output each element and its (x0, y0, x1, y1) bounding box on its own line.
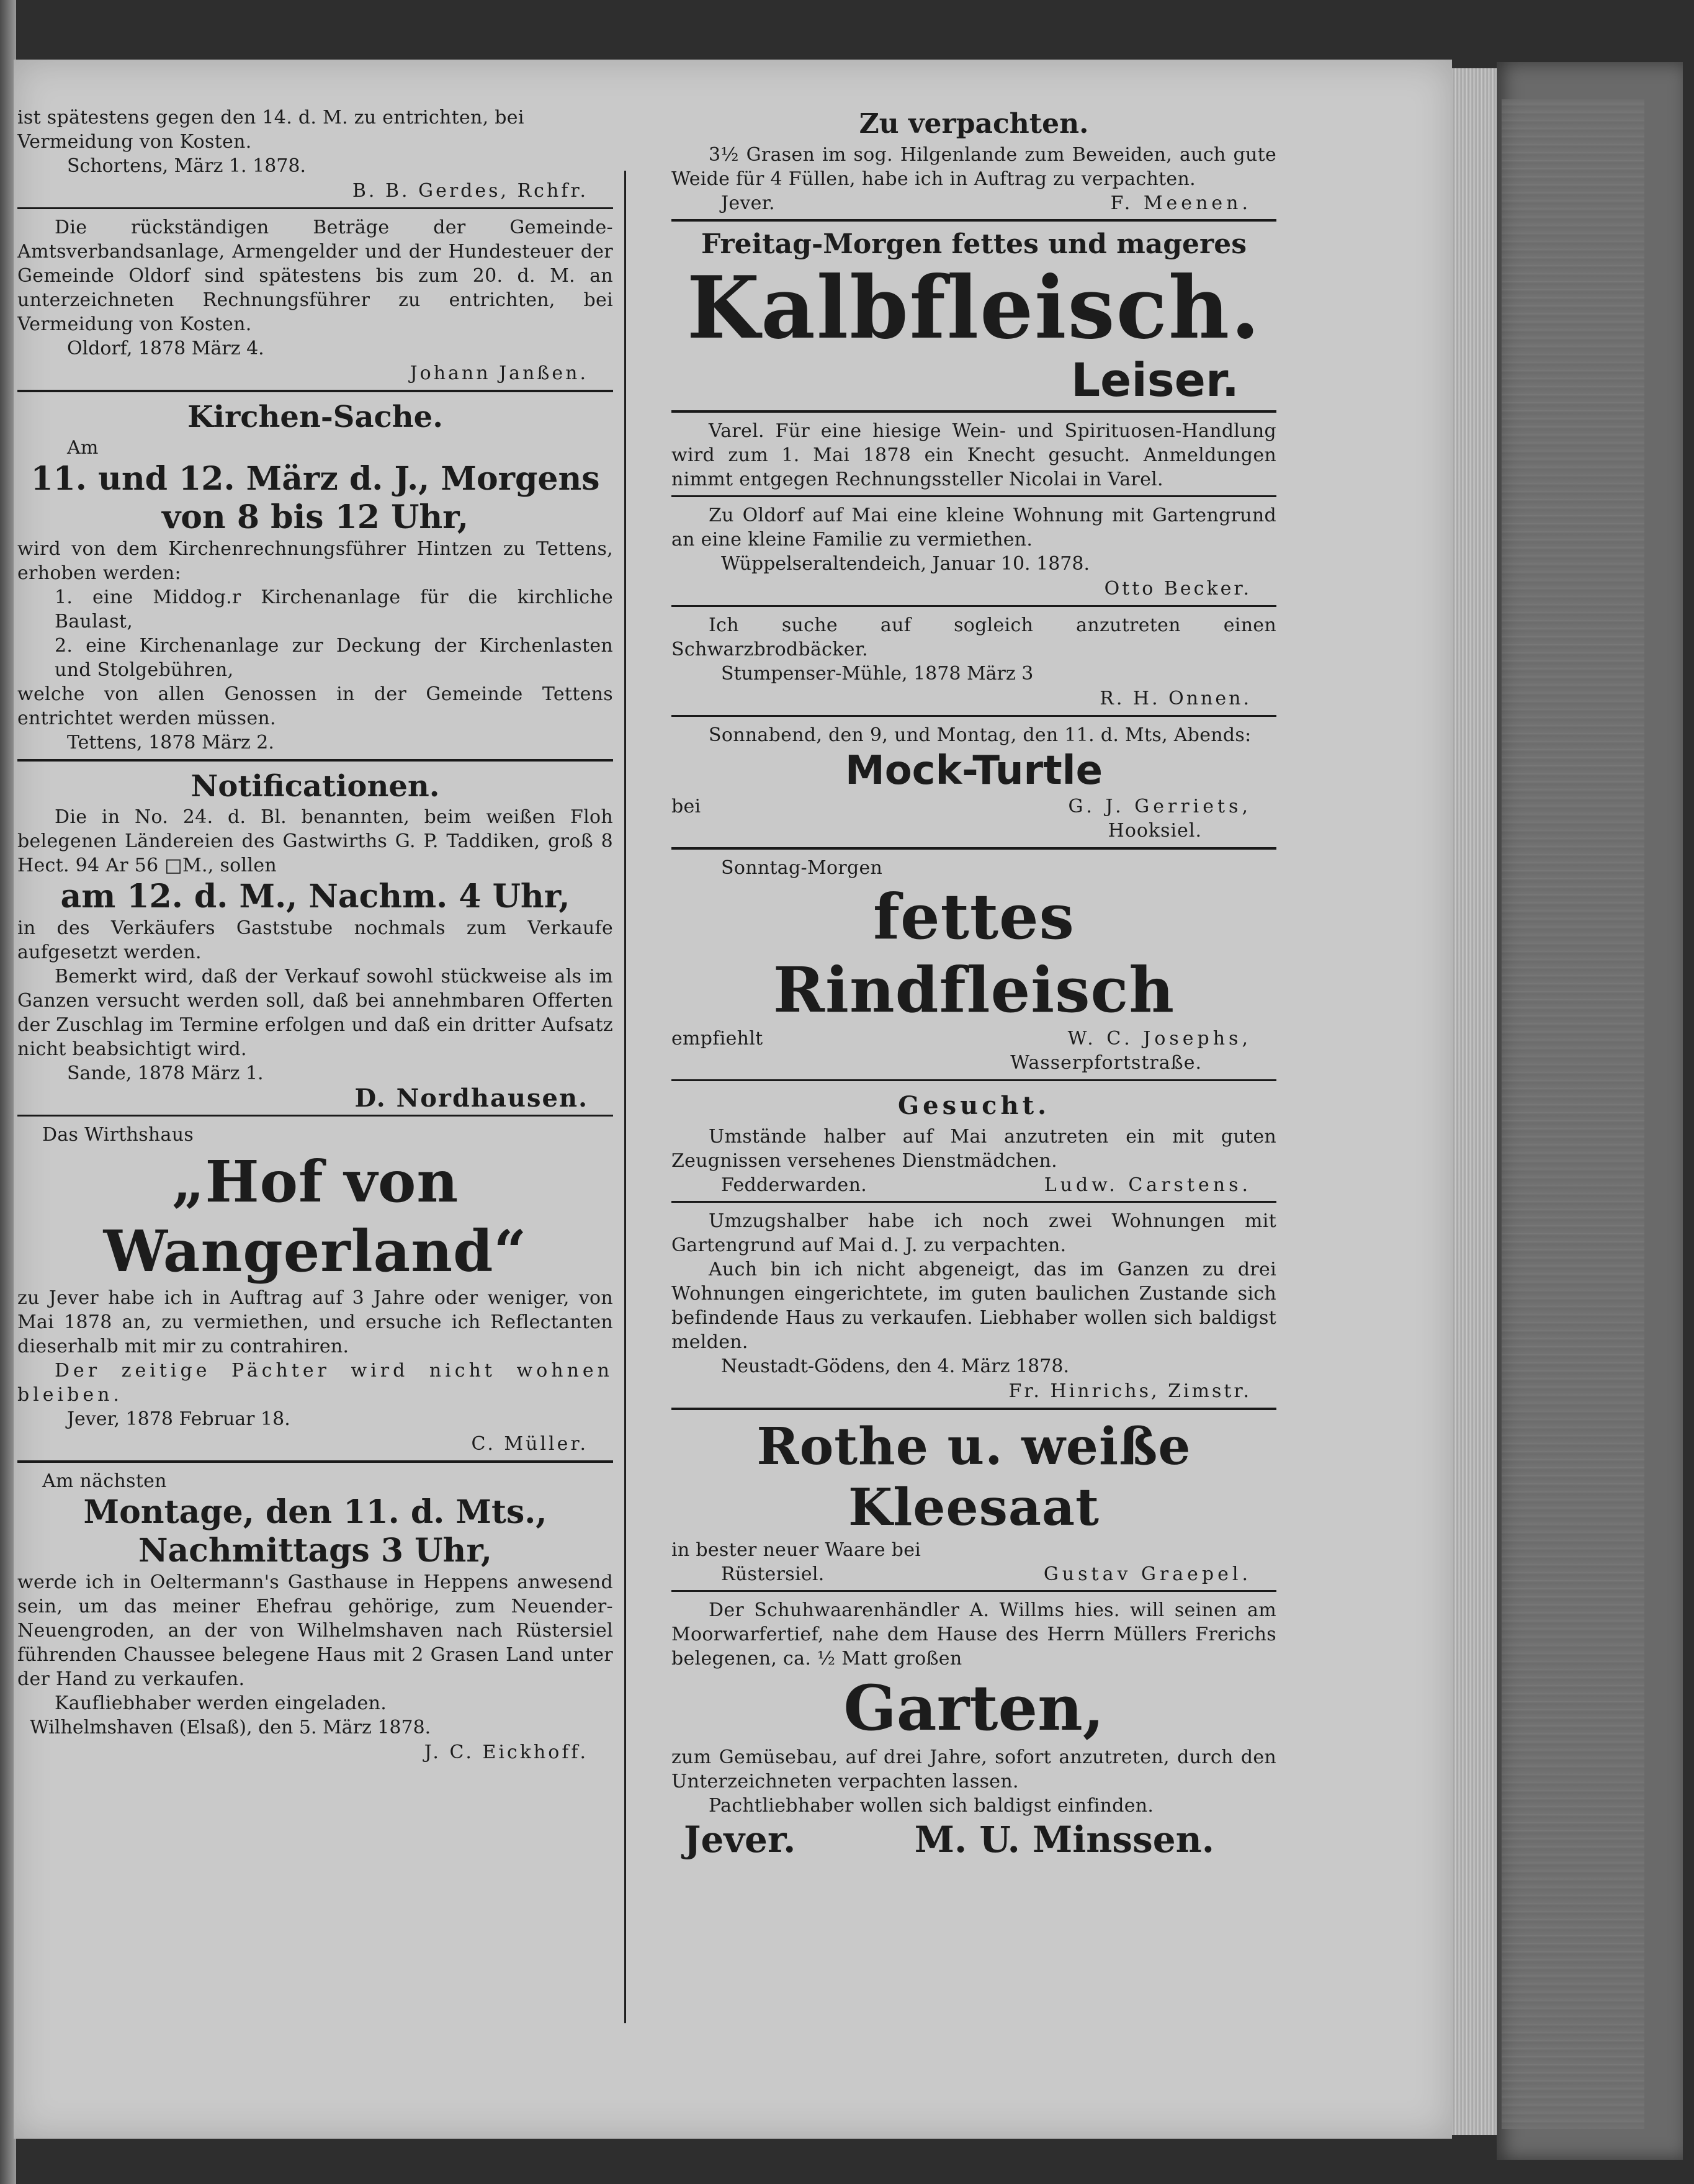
ad-text: zum Gemüsebau, auf drei Jahre, sofort anzutreten, durch den Unterzeichneten verpachten lassen. (671, 1746, 1276, 1792)
ad-kalbfleisch (671, 228, 1276, 407)
divider (671, 715, 1276, 717)
ad-heading: Notificationen. (190, 769, 440, 804)
ad-text: Pachtliebhaber wollen sich baldigst einfinden. (709, 1795, 1154, 1817)
ad-gesucht (671, 1087, 1276, 1197)
signature: R. H. Onnen. (1100, 688, 1252, 709)
ad-text: Der zeitige Pächter wird nicht wohnen bleiben. (17, 1360, 613, 1406)
ad-schwarzbrod (671, 613, 1276, 711)
ad-heading: Kirchen-Sache. (187, 400, 443, 434)
signature: W. C. Josephs, (1067, 1028, 1252, 1049)
place-date: Jever, 1878 Februar 18. (67, 1408, 290, 1430)
text-line: Sonntag-Morgen (721, 857, 883, 879)
signature: D. Nordhausen. (354, 1084, 588, 1113)
book-cover-texture (1502, 99, 1644, 2129)
ad-title: Kalbfleisch. (686, 257, 1262, 358)
date-headline: Nachmittags 3 Uhr, (138, 1532, 493, 1570)
ad-title: Garten, (843, 1671, 1105, 1745)
ad-notificationen (17, 768, 613, 1111)
ad-text: welche von allen Genossen in der Gemeinde Tettens entrichtet werden müssen. (17, 683, 613, 729)
divider (17, 759, 613, 762)
signature: Fr. Hinrichs, Zimstr. (1008, 1380, 1252, 1402)
list-item: 2. eine Kirchenanlage zur Deckung der Kirchenlasten und Stolgebühren, (55, 635, 613, 681)
signature: G. J. Gerriets, (1068, 796, 1252, 817)
date-headline: von 8 bis 12 Uhr, (162, 498, 468, 536)
text-line: Vermeidung von Kosten. (17, 131, 252, 153)
list-item: 1. eine Middog.r Kirchenanlage für die kirchliche Baulast, (55, 586, 613, 632)
ad-montage (17, 1469, 613, 1765)
ad-text: 3½ Grasen im sog. Hilgenlande zum Beweiden, auch gute Weide für 4 Füllen, habe ich in Auftrag zu verpachten. (671, 144, 1276, 190)
divider (671, 495, 1276, 497)
ad-text: Die in No. 24. d. Bl. benannten, beim weißen Floh belegenen Ländereien des Gastwirths G. P. Taddiken, groß 8 Hect. 94 Ar 56 □M., sollen (17, 806, 613, 876)
ad-text: Bemerkt wird, daß der Verkauf sowohl stückweise als im Ganzen versucht werden soll, daß bei annehmbaren Offerten der Zuschlag im Termine erfolgen und daß ein dritter Aufsatz nicht beabsichtigt wird. (17, 966, 613, 1060)
signature: C. Müller. (471, 1433, 588, 1455)
ad-oldorf (17, 215, 613, 386)
text-line: Am nächsten (42, 1470, 167, 1492)
divider (671, 1408, 1276, 1410)
signature: F. Meenen. (1110, 192, 1252, 214)
signature: M. U. Minssen. (914, 1818, 1214, 1861)
ad-garten (671, 1598, 1276, 1861)
signature-row (671, 1027, 1276, 1051)
ad-hof-von-wangerland (17, 1123, 613, 1457)
ad-title: fettes Rindfleisch (773, 880, 1175, 1027)
ad-text: Auch bin ich nicht abgeneigt, das im Ganzen zu drei Wohnungen eingerichtete, im guten baulichen Zustande sich befindende Haus zu verkaufen. Liebhaber wollen sich baldigst melden. (671, 1259, 1276, 1353)
date-headline: 11. und 12. März d. J., Morgens (30, 460, 600, 498)
ad-title: „Hof von Wangerland“ (103, 1148, 527, 1285)
ad-title: Mock-Turtle (845, 748, 1103, 794)
signature: J. C. Eickhoff. (424, 1741, 588, 1763)
divider (17, 1460, 613, 1463)
ad-text: Zu Oldorf auf Mai eine kleine Wohnung mit Gartengrund an eine kleine Familie zu vermiethen. (671, 505, 1276, 550)
column-divider (624, 171, 626, 2023)
divider (671, 1201, 1276, 1203)
divider (17, 1115, 613, 1117)
divider (671, 219, 1276, 222)
ad-rindfleisch (671, 856, 1276, 1076)
text-line: ist spätestens gegen den 14. d. M. zu entrichten, bei (17, 107, 524, 128)
signature-row (671, 1562, 1276, 1586)
signature-row (671, 1818, 1276, 1861)
place-date: Oldorf, 1878 März 4. (67, 338, 264, 359)
book-page-edges (1452, 68, 1497, 2135)
signature: Gustav Graepel. (1043, 1563, 1252, 1585)
place: Jever. (721, 192, 775, 214)
ad-heading: Zu verpachten. (859, 108, 1089, 140)
text-line: empfiehlt (671, 1028, 763, 1049)
place-date: Neustadt-Gödens, den 4. März 1878. (721, 1355, 1069, 1377)
street: Wasserpfortstraße. (1010, 1052, 1202, 1074)
ad-heading: Gesucht. (897, 1091, 1051, 1120)
signature-row (671, 1173, 1276, 1197)
place-date: Wilhelmshaven (Elsaß), den 5. März 1878. (30, 1717, 431, 1738)
place: Jever. (684, 1818, 796, 1861)
ad-text: Ich suche auf sogleich anzutreten einen Schwarzbrodbäcker. (671, 614, 1276, 660)
place-date: Tettens, 1878 März 2. (67, 732, 274, 753)
divider (671, 1590, 1276, 1592)
signature-row (671, 191, 1276, 215)
ad-kirchen (17, 398, 613, 755)
ad-title: Rothe u. weiße Kleesaat (756, 1417, 1191, 1537)
ad-oldorf-wohnung (671, 503, 1276, 601)
signature-row (671, 794, 1276, 819)
signature: Otto Becker. (1104, 578, 1252, 600)
ad-text: Kaufliebhaber werden eingeladen. (55, 1692, 387, 1714)
ad-kleesaat (671, 1416, 1276, 1586)
signature: Ludw. Carstens. (1044, 1174, 1252, 1196)
divider (17, 390, 613, 392)
divider (671, 605, 1276, 607)
date-headline: Montage, den 11. d. Mts., (83, 1493, 547, 1531)
place: Rüstersiel. (721, 1563, 825, 1585)
divider (671, 1079, 1276, 1081)
date-headline: am 12. d. M., Nachm. 4 Uhr, (60, 878, 570, 915)
ad-text: in des Verkäufers Gaststube nochmals zum Verkaufe aufgesetzt werden. (17, 917, 613, 963)
right-column (671, 106, 1276, 2036)
signature: Johann Janßen. (410, 362, 588, 384)
ad-text: Der Schuhwaarenhändler A. Willms hies. will seinen am Moorwarfertief, nahe dem Hause des Herrn Müllers Frerichs belegenen, ca. ½ Matt großen (671, 1599, 1276, 1669)
text-line: Das Wirthshaus (42, 1124, 194, 1146)
ad-text: wird von dem Kirchenrechnungsführer Hintzen zu Tettens, erhoben werden: (17, 538, 613, 584)
signature: Leiser. (1071, 354, 1239, 407)
ad-varel (671, 419, 1276, 492)
place: Hooksiel. (1108, 820, 1202, 842)
ad-text: in bester neuer Waare bei (671, 1539, 921, 1561)
ad-umzug (671, 1209, 1276, 1404)
place-date: Schortens, März 1. 1878. (67, 155, 307, 177)
ad-text: Sonnabend, den 9, und Montag, den 11. d. Mts, Abends: (709, 724, 1252, 746)
divider (671, 410, 1276, 413)
divider (17, 207, 613, 209)
text-line: Am (67, 437, 99, 459)
place-date: Sande, 1878 März 1. (67, 1063, 264, 1084)
ad-zu-verpachten (671, 106, 1276, 215)
ad-text: zu Jever habe ich in Auftrag auf 3 Jahre oder weniger, von Mai 1878 an, zu vermiethen, und ersuche ich Reflectanten dieserhalb mit mir zu contrahiren. (17, 1287, 613, 1357)
ad-text: Die rückständigen Beträge der Gemeinde-Amtsverbandsanlage, Armengelder und der Hundesteuer der Gemeinde Oldorf sind spätestens bis zum 20. d. M. an unterzeichneten Rechnungsführer zu entrichten, bei Vermeidung von Kosten. (17, 217, 613, 335)
text-line: bei (671, 796, 701, 817)
ad-text: Umstände halber auf Mai anzutreten ein mit guten Zeugnissen versehenes Dienstmädchen. (671, 1126, 1276, 1172)
ad-text: Varel. Für eine hiesige Wein- und Spirituosen-Handlung wird zum 1. Mai 1878 ein Knecht gesucht. Anmeldungen nimmt entgegen Rechnungssteller Nicolai in Varel. (671, 420, 1276, 490)
ad-text: werde ich in Oeltermann's Gasthause in Heppens anwesend sein, um das meiner Ehefrau gehörige, zum Neuender-Neuengroden, an der von Wilhelmshaven nach Rüstersiel führenden Chaussee belegene Haus mit 2 Grasen Land unter der Hand zu verkaufen. (17, 1571, 613, 1690)
ad-subheading: Freitag-Morgen fettes und mageres (701, 228, 1247, 260)
place-date: Wüppelseraltendeich, Januar 10. 1878. (721, 553, 1090, 575)
signature: B. B. Gerdes, Rchfr. (352, 180, 588, 202)
ad-schortens (17, 106, 613, 204)
left-column (17, 106, 613, 2036)
ad-text: Umzugshalber habe ich noch zwei Wohnungen mit Gartengrund auf Mai d. J. zu verpachten. (671, 1210, 1276, 1256)
place-date: Stumpenser-Mühle, 1878 März 3 (721, 663, 1034, 685)
ad-mock-turtle (671, 723, 1276, 843)
divider (671, 847, 1276, 850)
place: Fedderwarden. (721, 1174, 867, 1196)
